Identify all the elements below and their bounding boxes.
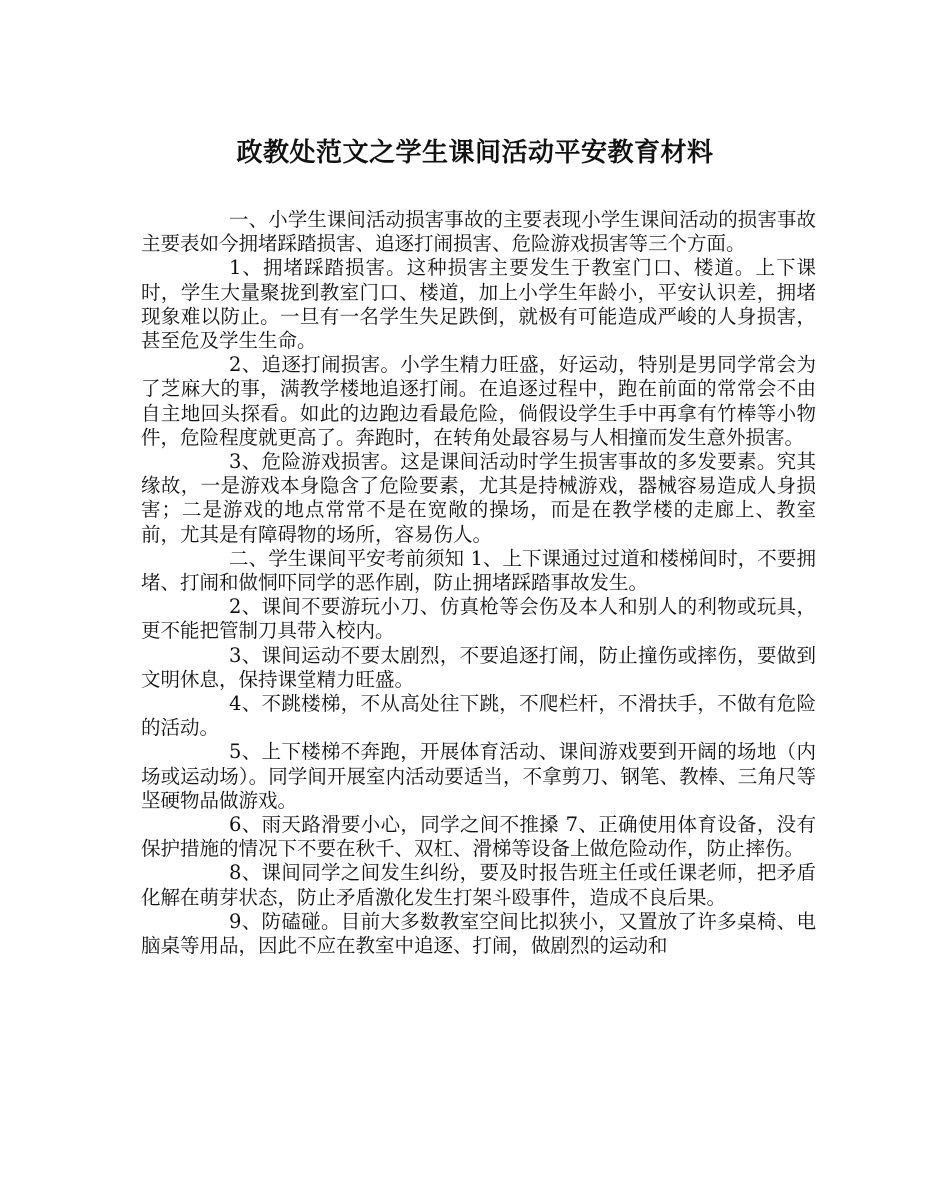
paragraph: 4、不跳楼梯，不从高处往下跳，不爬栏杆，不滑扶手，不做有危险的活动。 bbox=[141, 692, 816, 740]
paragraph: 二、学生课间平安考前须知 1、上下课通过过道和楼梯间时，不要拥堵、打闹和做恫吓同学的恶作剧，防止拥堵踩踏事故发生。 bbox=[141, 546, 816, 595]
paragraph: 9、防磕碰。目前大多数教室空间比拟狭小，又置放了许多桌椅、电脑桌等用品，因此不应在教室中追逐、打闹，做剧烈的运动和 bbox=[141, 909, 816, 958]
paragraph: 一、小学生课间活动损害事故的主要表现小学生课间活动的损害事故主要表如今拥堵踩踏损害、追逐打闹损害、危险游戏损害等三个方面。 bbox=[141, 208, 816, 256]
paragraph: 8、课间同学之间发生纠纷，要及时报告班主任或任课老师，把矛盾化解在萌芽状态，防止矛盾激化发生打架斗殴事件，造成不良后果。 bbox=[141, 861, 816, 909]
paragraph: 6、雨天路滑要小心，同学之间不推搡 7、正确使用体育设备，没有保护措施的情况下不要在秋千、双杠、滑梯等设备上做危险动作，防止摔伤。 bbox=[141, 813, 816, 861]
paragraph: 5、上下楼梯不奔跑，开展体育活动、课间游戏要到开阔的场地（内场或运动场）。同学间开展室内活动要适当，不拿剪刀、钢笔、教棒、三角尺等坚硬物品做游戏。 bbox=[141, 740, 816, 812]
paragraph: 1、拥堵踩踏损害。这种损害主要发生于教室门口、楼道。上下课时，学生大量聚拢到教室门口、楼道，加上小学生年龄小，平安认识差，拥堵现象难以防止。一旦有一名学生失足跌倒，就极有可能造成严峻的人身损害，甚至危及学生生命。 bbox=[141, 256, 816, 353]
paragraph: 2、课间不要游玩小刀、仿真枪等会伤及本人和别人的利物或玩具，更不能把管制刀具带入校内。 bbox=[141, 595, 816, 643]
paragraph: 3、危险游戏损害。这是课间活动时学生损害事故的多发要素。究其缘故，一是游戏本身隐含了危险要素，尤其是持械游戏，器械容易造成人身损害；二是游戏的地点常常不是在宽敞的操场，而是在教学楼的走廊上、教室前，尤其是有障碍物的场所，容易伤人。 bbox=[141, 450, 816, 546]
document-body bbox=[141, 208, 816, 958]
document-title: 政教处范文之学生课间活动平安教育材料 bbox=[236, 138, 714, 168]
paragraph: 3、课间运动不要太剧烈，不要追逐打闹，防止撞伤或摔伤，要做到文明休息，保持课堂精力旺盛。 bbox=[141, 643, 816, 691]
paragraph: 2、追逐打闹损害。小学生精力旺盛，好运动，特别是男同学常会为了芝麻大的事，满教学楼地追逐打闹。在追逐过程中，跑在前面的常常会不由自主地回头探看。如此的边跑边看最危险，倘假设学生手中再拿有竹棒等小物件，危险程度就更高了。奔跑时，在转角处最容易与人相撞而发生意外损害。 bbox=[141, 353, 816, 449]
